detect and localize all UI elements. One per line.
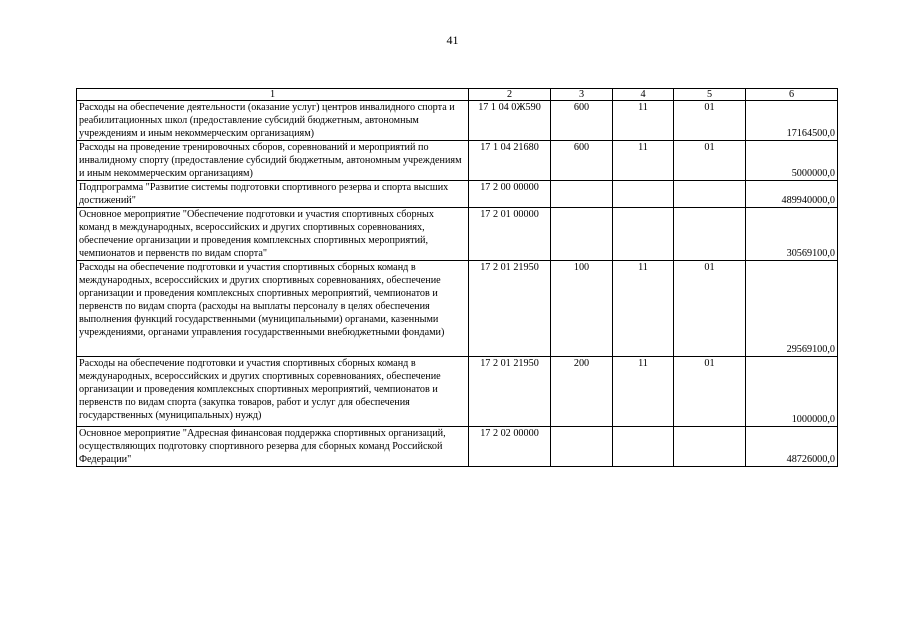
row-code: 17 2 02 00000 bbox=[469, 427, 551, 467]
budget-table bbox=[76, 88, 838, 467]
row-sum: 48726000,0 bbox=[746, 427, 838, 467]
row-section: 11 bbox=[613, 141, 674, 181]
row-expense-type bbox=[551, 181, 613, 208]
row-expense-type bbox=[551, 208, 613, 261]
column-header: 2 bbox=[469, 89, 551, 101]
row-subsection: 01 bbox=[674, 141, 746, 181]
row-expense-type: 600 bbox=[551, 101, 613, 141]
table-row bbox=[77, 141, 838, 181]
column-header: 6 bbox=[746, 89, 838, 101]
row-name: Расходы на проведение тренировочных сборов, соревнований и мероприятий по инвалидному спорту (предоставление субсидий бюджетным, автономным учреждениям и иным некоммерческим организациям) bbox=[77, 141, 469, 181]
table-header-row bbox=[77, 89, 838, 101]
row-code: 17 2 01 21950 bbox=[469, 357, 551, 427]
row-sum: 1000000,0 bbox=[746, 357, 838, 427]
table-row bbox=[77, 181, 838, 208]
table-row bbox=[77, 101, 838, 141]
row-sum: 489940000,0 bbox=[746, 181, 838, 208]
row-sum: 30569100,0 bbox=[746, 208, 838, 261]
row-subsection: 01 bbox=[674, 261, 746, 357]
row-code: 17 2 01 00000 bbox=[469, 208, 551, 261]
row-section: 11 bbox=[613, 261, 674, 357]
row-sum: 29569100,0 bbox=[746, 261, 838, 357]
row-expense-type: 200 bbox=[551, 357, 613, 427]
row-section bbox=[613, 181, 674, 208]
row-sum: 17164500,0 bbox=[746, 101, 838, 141]
page-number: 41 bbox=[446, 33, 459, 47]
row-code: 17 2 00 00000 bbox=[469, 181, 551, 208]
column-header: 4 bbox=[613, 89, 674, 101]
row-sum: 5000000,0 bbox=[746, 141, 838, 181]
row-expense-type: 600 bbox=[551, 141, 613, 181]
row-code: 17 1 04 0Ж590 bbox=[469, 101, 551, 141]
row-subsection bbox=[674, 181, 746, 208]
row-name: Расходы на обеспечение подготовки и участия спортивных сборных команд в международных, всероссийских и других спортивных соревнованиях, обеспечение организации и проведения комплексных спортивных мероприятий, чемпионатов и первенств по видам спорта (закупка товаров, работ и услуг для обеспечения государственных (муниципальных) нужд) bbox=[77, 357, 469, 427]
table-row bbox=[77, 261, 838, 357]
table-row bbox=[77, 427, 838, 467]
row-code: 17 2 01 21950 bbox=[469, 261, 551, 357]
row-section: 11 bbox=[613, 101, 674, 141]
row-section: 11 bbox=[613, 357, 674, 427]
table-row bbox=[77, 357, 838, 427]
column-header: 5 bbox=[674, 89, 746, 101]
row-expense-type: 100 bbox=[551, 261, 613, 357]
column-header: 1 bbox=[77, 89, 469, 101]
row-subsection bbox=[674, 427, 746, 467]
row-name: Основное мероприятие "Обеспечение подготовки и участия спортивных сборных команд в международных, всероссийских и других спортивных соревнованиях, обеспечение организации и проведения комплексных спортивных мероприятий, чемпионатов и первенств по видам спорта" bbox=[77, 208, 469, 261]
table-row bbox=[77, 208, 838, 261]
row-subsection: 01 bbox=[674, 101, 746, 141]
row-section bbox=[613, 427, 674, 467]
row-expense-type bbox=[551, 427, 613, 467]
row-code: 17 1 04 21680 bbox=[469, 141, 551, 181]
row-name: Подпрограмма "Развитие системы подготовки спортивного резерва и спорта высших достижений" bbox=[77, 181, 469, 208]
column-header: 3 bbox=[551, 89, 613, 101]
row-subsection: 01 bbox=[674, 357, 746, 427]
row-name: Расходы на обеспечение деятельности (оказание услуг) центров инвалидного спорта и реабилитационных школ (предоставление субсидий бюджетным, автономным учреждениям и иным некоммерческим организациям) bbox=[77, 101, 469, 141]
row-name: Основное мероприятие "Адресная финансовая поддержка спортивных организаций, осуществляющих подготовку спортивного резерва для сборных команд Российской Федерации" bbox=[77, 427, 469, 467]
row-name: Расходы на обеспечение подготовки и участия спортивных сборных команд в международных, всероссийских и других спортивных соревнованиях, обеспечение организации и проведения комплексных спортивных мероприятий, чемпионатов и первенств по видам спорта (расходы на выплаты персоналу в целях обеспечения выполнения функций государственными (муниципальными) органами, казенными учреждениями, органами управления государственными внебюджетными фондами) bbox=[77, 261, 469, 357]
row-subsection bbox=[674, 208, 746, 261]
row-section bbox=[613, 208, 674, 261]
